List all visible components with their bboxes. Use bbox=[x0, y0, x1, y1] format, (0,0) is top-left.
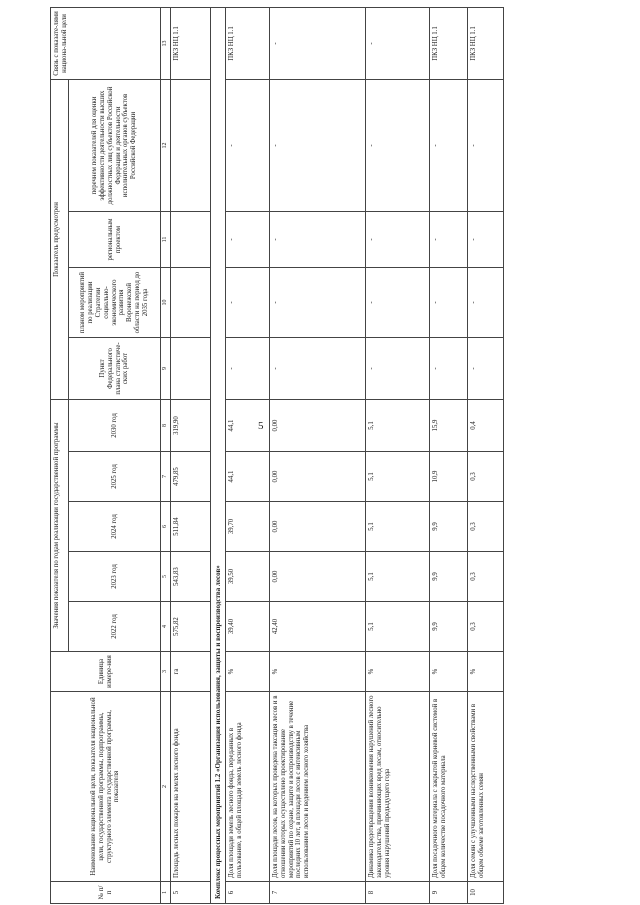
header-strategy: планом мероприятий по реализации Стратегии социально-экономического развития Воронежской области на период до 2035 года bbox=[69, 268, 161, 338]
row-name: Динамика предотвращения возникновения нарушений лесного законодательства, причиняющих вред лесам, относительно уровня нарушений предыдущего года bbox=[365, 692, 429, 882]
row-link: - bbox=[269, 7, 365, 79]
row-link: ПКЗ НЦ 1.1 bbox=[170, 7, 210, 79]
table-row bbox=[170, 7, 210, 903]
row-unit: % bbox=[269, 652, 365, 692]
complex-title: Комплекс процессных мероприятий 1.2 «Организация использования, защиты и воспроизводства лесов» bbox=[210, 7, 225, 903]
col-index: 10 bbox=[161, 268, 171, 338]
row-regional-project: - bbox=[429, 212, 467, 268]
col-index: 12 bbox=[161, 79, 171, 211]
row-value-2022: 0,3 bbox=[467, 602, 503, 652]
row-no: 5 bbox=[170, 882, 210, 904]
indicator-table-page bbox=[50, 11, 592, 904]
row-kpi-list: - bbox=[429, 79, 467, 211]
row-value-2024: 9,9 bbox=[429, 502, 467, 552]
row-value-2024: 0,3 bbox=[467, 502, 503, 552]
table-row bbox=[269, 7, 365, 903]
col-index: 11 bbox=[161, 212, 171, 268]
row-link: ПКЗ НЦ 1.1 bbox=[429, 7, 467, 79]
row-unit: % bbox=[225, 652, 269, 692]
row-kpi-list bbox=[170, 79, 210, 211]
row-value-2023: 5,1 bbox=[365, 552, 429, 602]
indicators-table bbox=[50, 7, 504, 904]
row-unit: % bbox=[365, 652, 429, 692]
row-regional-project: - bbox=[225, 212, 269, 268]
table-row bbox=[365, 7, 429, 903]
header-no: № п/п bbox=[51, 882, 161, 904]
row-link: - bbox=[365, 7, 429, 79]
header-fed-plan: Пункт Федерального плана статистиче-ских работ bbox=[69, 338, 161, 400]
row-value-2030: 15,9 bbox=[429, 400, 467, 452]
column-index-row bbox=[161, 7, 171, 903]
row-kpi-list: - bbox=[225, 79, 269, 211]
row-unit: га bbox=[170, 652, 210, 692]
header-regional-project: региональным проектом bbox=[69, 212, 161, 268]
row-fed-plan: - bbox=[269, 338, 365, 400]
row-value-2025: 44,1 bbox=[225, 452, 269, 502]
table-row bbox=[467, 7, 503, 903]
row-value-2024: 39,70 bbox=[225, 502, 269, 552]
row-name: Доля посадочного материала с закрытой корневой системой в общем количестве посадочного материала bbox=[429, 692, 467, 882]
header-link: Связь с показате-лями национа-льной цели bbox=[51, 7, 161, 79]
row-value-2025: 10,9 bbox=[429, 452, 467, 502]
row-name: Доля площади лесов, на которых проведена таксация лесов и в отношении которых осуществлено проектирование мероприятий по охране, защите и воспроизводству в течение последних 10 лет, в площади лесов с интенсивным использованием лесов и ведением лесного хозяйства bbox=[269, 692, 365, 882]
header-name: Наименование национальной цели, показателя национальной цели, государственной программы, подпрограммы, структурного элемента государственной программы, показателя bbox=[51, 692, 161, 882]
row-value-2022: 9,9 bbox=[429, 602, 467, 652]
col-index: 4 bbox=[161, 602, 171, 652]
row-fed-plan: - bbox=[225, 338, 269, 400]
row-value-2024: 5,1 bbox=[365, 502, 429, 552]
row-kpi-list: - bbox=[269, 79, 365, 211]
header-year-2022: 2022 год bbox=[69, 602, 161, 652]
row-fed-plan: - bbox=[467, 338, 503, 400]
row-value-2022: 575,82 bbox=[170, 602, 210, 652]
row-link: ПКЗ НЦ 1.1 bbox=[225, 7, 269, 79]
header-year-2023: 2023 год bbox=[69, 552, 161, 602]
row-name: Доля семян с улучшенными наследственными свойствами в общем объеме заготовленных семян bbox=[467, 692, 503, 882]
table-row bbox=[225, 7, 269, 903]
row-value-2023: 9,9 bbox=[429, 552, 467, 602]
row-value-2023: 0,3 bbox=[467, 552, 503, 602]
row-fed-plan: - bbox=[429, 338, 467, 400]
row-kpi-list: - bbox=[467, 79, 503, 211]
row-value-2025: 0,3 bbox=[467, 452, 503, 502]
row-fed-plan bbox=[170, 338, 210, 400]
col-index: 8 bbox=[161, 400, 171, 452]
row-strategy: - bbox=[269, 268, 365, 338]
header-foreseen-group: Показатель предусмотрен bbox=[51, 79, 69, 399]
row-regional-project: - bbox=[365, 212, 429, 268]
header-year-2030: 2030 год bbox=[69, 400, 161, 452]
row-value-2023: 543,83 bbox=[170, 552, 210, 602]
col-index: 13 bbox=[161, 7, 171, 79]
col-index: 3 bbox=[161, 652, 171, 692]
row-value-2030: 5,1 bbox=[365, 400, 429, 452]
row-regional-project: - bbox=[467, 212, 503, 268]
row-strategy: - bbox=[365, 268, 429, 338]
row-value-2022: 42,40 bbox=[269, 602, 365, 652]
row-name: Площадь лесных пожаров на землях лесного фонда bbox=[170, 692, 210, 882]
row-kpi-list: - bbox=[365, 79, 429, 211]
page-number: 5 bbox=[258, 420, 264, 432]
row-value-2025: 0,00 bbox=[269, 452, 365, 502]
header-kpi-list: перечнем показателей для оценки эффективности деятельности высших должностных лиц субъектов Российской Федерации и деятельности исполнительных органов субъектов Российской Федерации bbox=[69, 79, 161, 211]
row-link: ПКЗ НЦ 1.1 bbox=[467, 7, 503, 79]
row-value-2023: 0,00 bbox=[269, 552, 365, 602]
row-strategy: - bbox=[467, 268, 503, 338]
row-name: Доля площади земель лесного фонда, переданных в пользование, в общей площади земель лесного фонда bbox=[225, 692, 269, 882]
row-value-2025: 5,1 bbox=[365, 452, 429, 502]
row-value-2022: 5,1 bbox=[365, 602, 429, 652]
col-index: 1 bbox=[161, 882, 171, 904]
row-regional-project bbox=[170, 212, 210, 268]
row-strategy bbox=[170, 268, 210, 338]
row-no: 6 bbox=[225, 882, 269, 904]
complex-section-row bbox=[210, 7, 225, 903]
table-row bbox=[429, 7, 467, 903]
row-value-2023: 39,50 bbox=[225, 552, 269, 602]
row-strategy: - bbox=[429, 268, 467, 338]
row-unit: % bbox=[467, 652, 503, 692]
row-value-2030: 44,1 bbox=[225, 400, 269, 452]
row-regional-project: - bbox=[269, 212, 365, 268]
header-year-2025: 2025 год bbox=[69, 452, 161, 502]
row-fed-plan: - bbox=[365, 338, 429, 400]
header-year-2024: 2024 год bbox=[69, 502, 161, 552]
col-index: 9 bbox=[161, 338, 171, 400]
row-value-2022: 39,40 bbox=[225, 602, 269, 652]
row-no: 10 bbox=[467, 882, 503, 904]
row-unit: % bbox=[429, 652, 467, 692]
col-index: 5 bbox=[161, 552, 171, 602]
row-value-2024: 511,84 bbox=[170, 502, 210, 552]
col-index: 6 bbox=[161, 502, 171, 552]
row-value-2024: 0,00 bbox=[269, 502, 365, 552]
row-value-2030: 319,90 bbox=[170, 400, 210, 452]
header-unit: Единица измере-ния bbox=[51, 652, 161, 692]
row-value-2030: 0,4 bbox=[467, 400, 503, 452]
row-no: 7 bbox=[269, 882, 365, 904]
row-value-2030: 0,00 bbox=[269, 400, 365, 452]
row-strategy: - bbox=[225, 268, 269, 338]
row-value-2025: 479,85 bbox=[170, 452, 210, 502]
row-no: 8 bbox=[365, 882, 429, 904]
col-index: 2 bbox=[161, 692, 171, 882]
header-values-group: Значения показателя по годам реализации государственной программы bbox=[51, 400, 69, 652]
col-index: 7 bbox=[161, 452, 171, 502]
row-no: 9 bbox=[429, 882, 467, 904]
